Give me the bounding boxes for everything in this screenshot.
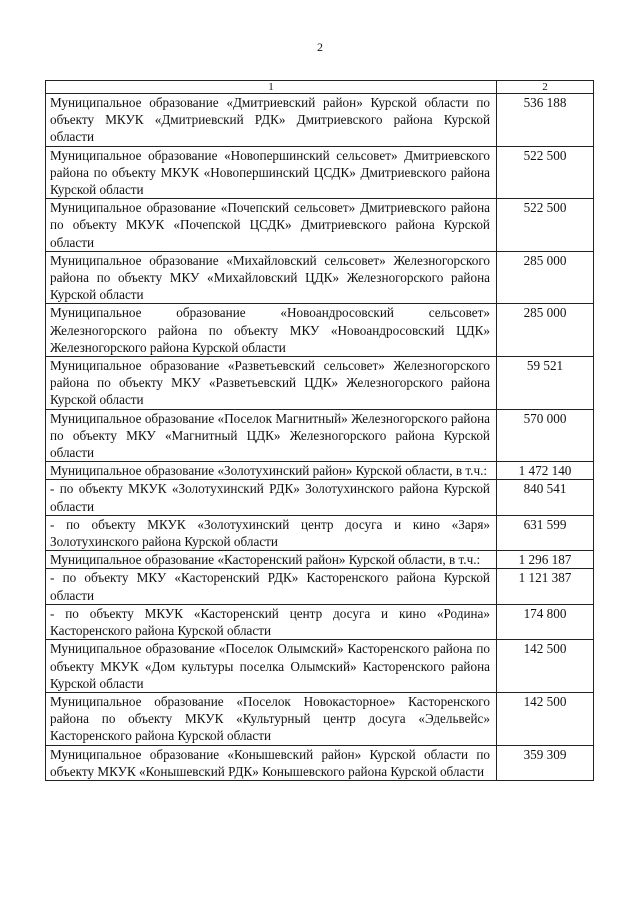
page-number: 2 bbox=[317, 40, 323, 54]
table-row bbox=[46, 146, 594, 199]
row-amount: 536 188 bbox=[497, 94, 594, 147]
table-row bbox=[46, 304, 594, 357]
row-description: - по объекту МКУК «Золотухинский центр досуга и кино «Заря» Золотухинского района Курской области bbox=[46, 515, 497, 550]
row-description: Муниципальное образование «Касторенский район» Курской области, в т.ч.: bbox=[46, 551, 497, 569]
table-row bbox=[46, 199, 594, 252]
table-row bbox=[46, 640, 594, 693]
row-description: Муниципальное образование «Дмитриевский район» Курской области по объекту МКУК «Дмитриевский РДК» Дмитриевского района Курской области bbox=[46, 94, 497, 147]
table-row bbox=[46, 480, 594, 515]
row-description: Муниципальное образование «Разветьевский сельсовет» Железногорского района по объекту МКУ «Разветьевский ЦДК» Железногорского района Курской области bbox=[46, 357, 497, 410]
table-header-row bbox=[46, 81, 594, 94]
row-amount: 174 800 bbox=[497, 604, 594, 639]
table-row bbox=[46, 692, 594, 745]
row-description: - по объекту МКУК «Касторенский центр досуга и кино «Родина» Касторенского района Курской области bbox=[46, 604, 497, 639]
row-description: Муниципальное образование «Поселок Магнитный» Железногорского района по объекту МКУ «Магнитный ЦДК» Железногорского района Курской области bbox=[46, 409, 497, 462]
row-description: Муниципальное образование «Новопершинский сельсовет» Дмитриевского района по объекту МКУК «Новопершинский ЦСДК» Дмитриевского района Курской области bbox=[46, 146, 497, 199]
row-amount: 522 500 bbox=[497, 146, 594, 199]
column-header-description: 1 bbox=[46, 81, 497, 94]
allocation-table bbox=[45, 80, 594, 781]
row-description: Муниципальное образование «Поселок Новокасторное» Касторенского района по объекту МКУК «Культурный центр досуга «Эдельвейс» Касторенского района Курской области bbox=[46, 692, 497, 745]
table-row bbox=[46, 94, 594, 147]
row-description: - по объекту МКУК «Золотухинский РДК» Золотухинского района Курской области bbox=[46, 480, 497, 515]
column-header-amount: 2 bbox=[497, 81, 594, 94]
row-amount: 840 541 bbox=[497, 480, 594, 515]
table-row bbox=[46, 745, 594, 780]
row-description: Муниципальное образование «Конышевский район» Курской области по объекту МКУК «Конышевский РДК» Конышевского района Курской области bbox=[46, 745, 497, 780]
row-description: Муниципальное образование «Почепский сельсовет» Дмитриевского района по объекту МКУК «Почепской ЦСДК» Дмитриевского района Курской области bbox=[46, 199, 497, 252]
table-row bbox=[46, 409, 594, 462]
row-amount: 359 309 bbox=[497, 745, 594, 780]
row-description: Муниципальное образование «Новоандросовский сельсовет» Железногорского района по объекту МКУ «Новоандросовский ЦДК» Железногорского района Курской области bbox=[46, 304, 497, 357]
row-amount: 285 000 bbox=[497, 304, 594, 357]
row-amount: 142 500 bbox=[497, 640, 594, 693]
row-amount: 1 472 140 bbox=[497, 462, 594, 480]
table-row bbox=[46, 462, 594, 480]
row-amount: 522 500 bbox=[497, 199, 594, 252]
row-amount: 285 000 bbox=[497, 251, 594, 304]
table-row bbox=[46, 251, 594, 304]
row-amount: 1 121 387 bbox=[497, 569, 594, 604]
table-row bbox=[46, 569, 594, 604]
table-row bbox=[46, 357, 594, 410]
row-description: Муниципальное образование «Поселок Олымский» Касторенского района по объекту МКУК «Дом культуры поселка Олымский» Касторенского района Курской области bbox=[46, 640, 497, 693]
row-amount: 570 000 bbox=[497, 409, 594, 462]
row-amount: 59 521 bbox=[497, 357, 594, 410]
row-description: Муниципальное образование «Золотухинский район» Курской области, в т.ч.: bbox=[46, 462, 497, 480]
row-amount: 142 500 bbox=[497, 692, 594, 745]
row-description: Муниципальное образование «Михайловский сельсовет» Железногорского района по объекту МКУ «Михайловский ЦДК» Железногорского района Курской области bbox=[46, 251, 497, 304]
table-row bbox=[46, 551, 594, 569]
row-amount: 631 599 bbox=[497, 515, 594, 550]
row-description: - по объекту МКУ «Касторенский РДК» Касторенского района Курской области bbox=[46, 569, 497, 604]
table-row bbox=[46, 515, 594, 550]
row-amount: 1 296 187 bbox=[497, 551, 594, 569]
table-row bbox=[46, 604, 594, 639]
